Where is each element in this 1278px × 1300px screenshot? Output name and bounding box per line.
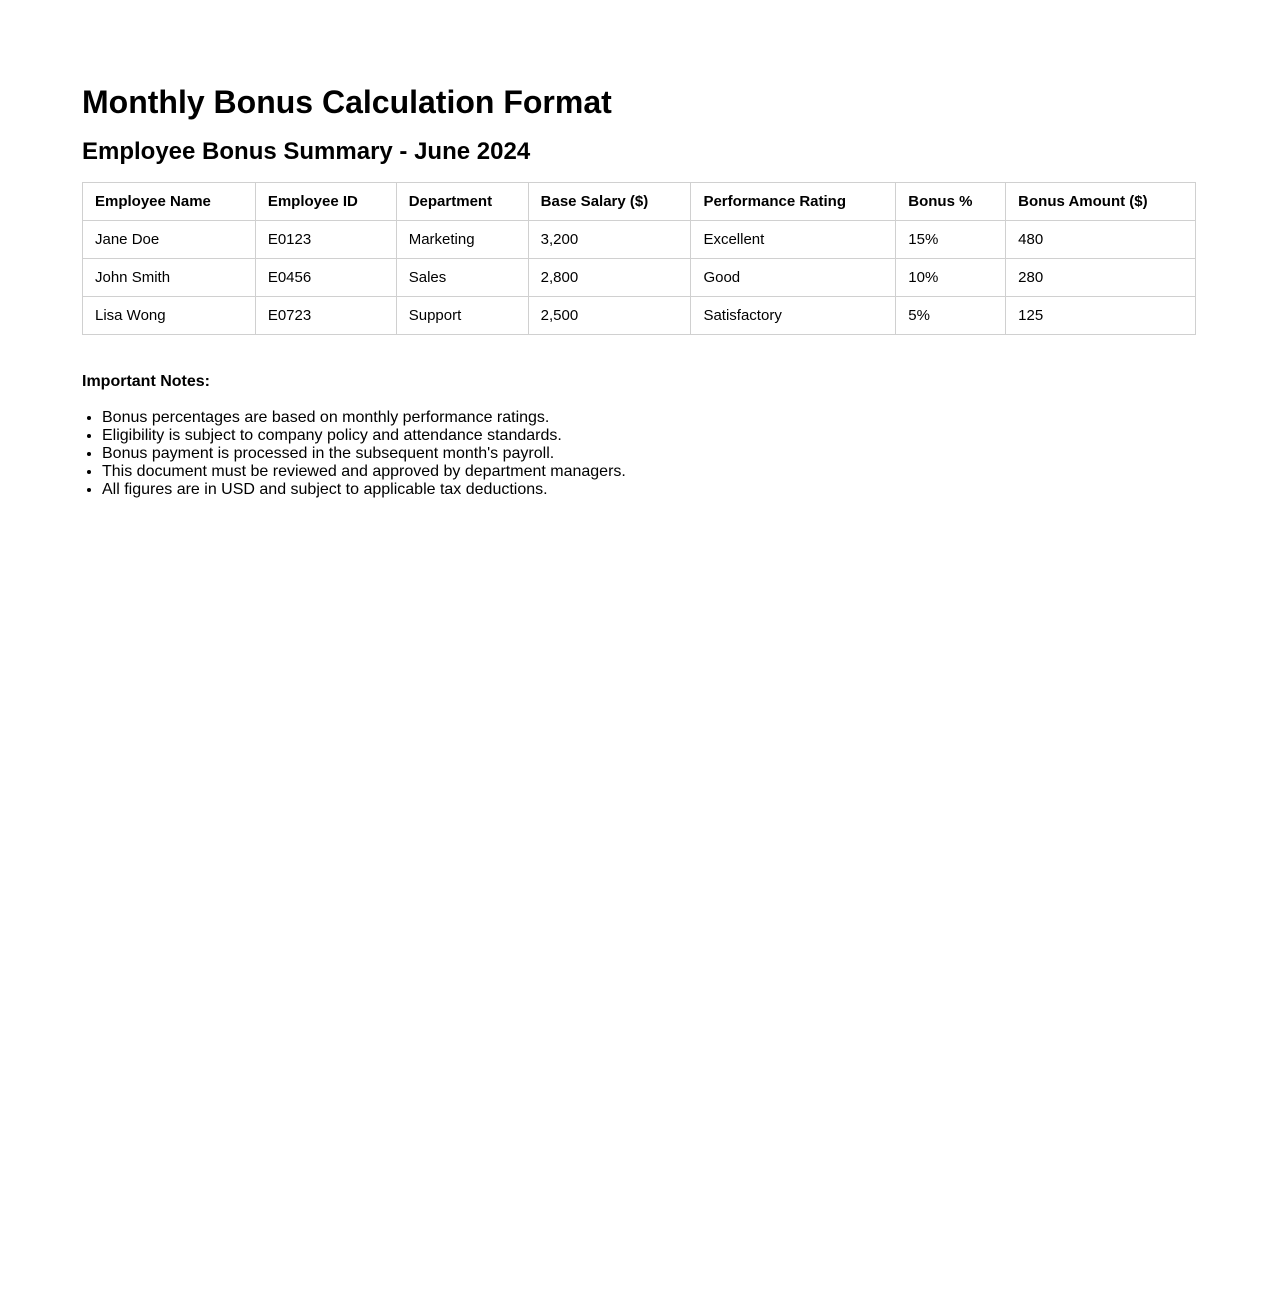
document-page [0, 0, 1278, 499]
page-title: Monthly Bonus Calculation Format [82, 84, 612, 120]
table-cell: 15% [896, 221, 1006, 259]
table-cell: 10% [896, 259, 1006, 297]
bonus-table [82, 182, 1196, 335]
list-item: • Bonus percentages are based on monthly performance ratings. [102, 409, 1196, 427]
table-row [83, 221, 1196, 259]
list-item: • Eligibility is subject to company policy and attendance standards. [102, 427, 1196, 445]
list-item: • This document must be reviewed and approved by department managers. [102, 463, 1196, 481]
table-cell: Support [396, 297, 528, 335]
table-cell: 2,500 [528, 297, 691, 335]
table-cell: 5% [896, 297, 1006, 335]
table-cell: Jane Doe [83, 221, 256, 259]
table-cell: Marketing [396, 221, 528, 259]
notes-list [82, 409, 1196, 499]
column-header: Bonus % [896, 183, 1006, 221]
page-subtitle: Employee Bonus Summary - June 2024 [82, 138, 531, 165]
column-header: Bonus Amount ($) [1006, 183, 1196, 221]
table-cell: E0123 [255, 221, 396, 259]
table-cell: 125 [1006, 297, 1196, 335]
table-header-row [83, 183, 1196, 221]
table-cell: John Smith [83, 259, 256, 297]
table-cell: 480 [1006, 221, 1196, 259]
column-header: Base Salary ($) [528, 183, 691, 221]
table-cell: Lisa Wong [83, 297, 256, 335]
table-cell: Sales [396, 259, 528, 297]
table-cell: 280 [1006, 259, 1196, 297]
column-header: Employee Name [83, 183, 256, 221]
table-cell: 2,800 [528, 259, 691, 297]
column-header: Employee ID [255, 183, 396, 221]
column-header: Performance Rating [691, 183, 896, 221]
table-cell: Good [691, 259, 896, 297]
table-row [83, 297, 1196, 335]
table-cell: 3,200 [528, 221, 691, 259]
notes-title: Important Notes: [82, 373, 210, 390]
list-item: • All figures are in USD and subject to applicable tax deductions. [102, 481, 1196, 499]
column-header: Department [396, 183, 528, 221]
table-cell: Satisfactory [691, 297, 896, 335]
list-item: • Bonus payment is processed in the subsequent month's payroll. [102, 445, 1196, 463]
table-row [83, 259, 1196, 297]
table-cell: Excellent [691, 221, 896, 259]
table-cell: E0723 [255, 297, 396, 335]
table-cell: E0456 [255, 259, 396, 297]
